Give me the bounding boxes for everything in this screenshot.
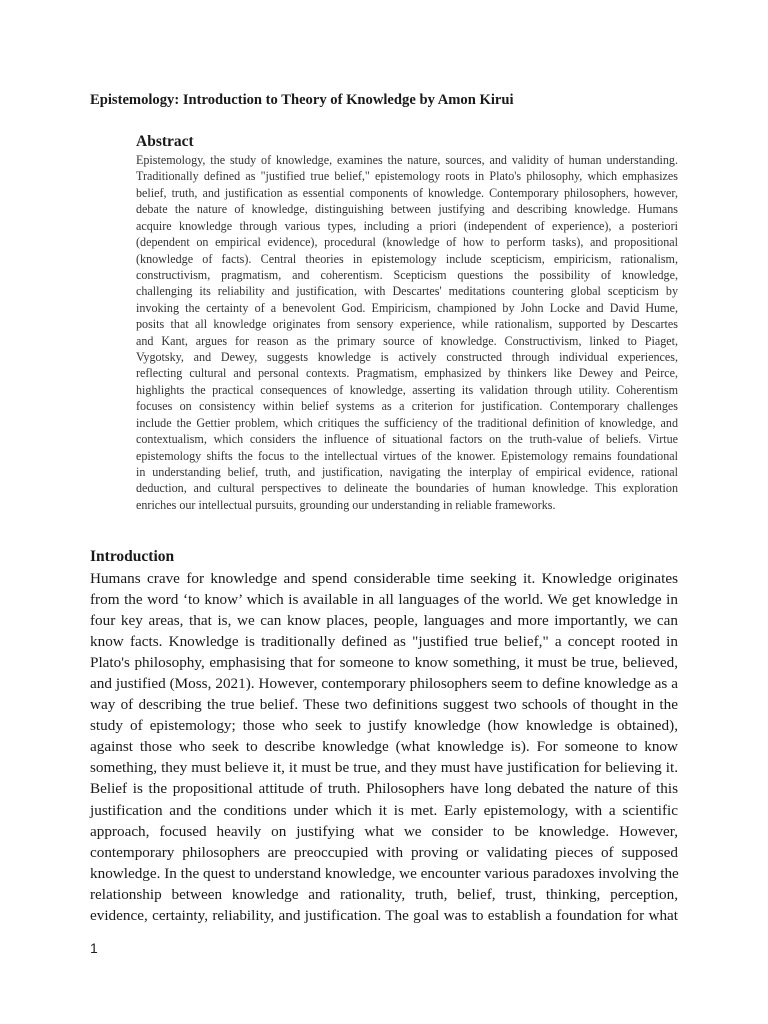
text-line: Humans crave for knowledge and spend considerable time seeking it. Knowledge originates (90, 570, 678, 587)
text-line: know facts. Knowledge is traditionally defined as "justified true belief," a concept rooted in (90, 633, 678, 651)
text-line: contemporary philosophers are preoccupied with proving or validating pieces of supposed (90, 843, 678, 861)
text-line: study of epistemology; those who seek to justify knowledge (how knowledge is obtained), (90, 717, 678, 735)
text-line: justification and the conditions under which it is met. Early epistemology, with a scientific (90, 801, 678, 819)
text-line: knowledge. In the quest to understand knowledge, we encounter various paradoxes involving the (90, 864, 679, 882)
text-line: evidence, certainty, reliability, and justification. The goal was to establish a foundation for what (90, 906, 678, 924)
text-line: relationship between knowledge and rationality, truth, belief, trust, thinking, perception, (90, 885, 678, 903)
text-line: focuses on consistency within belief systems as a criterion for justification. Contemporary challenges (136, 399, 678, 414)
abstract-body (136, 152, 678, 513)
text-line: debate the nature of knowledge, distinguishing between justifying and describing knowledge. Humans (136, 202, 678, 217)
text-line: Plato's philosophy, emphasising that for someone to know something, it must be true, believed, (90, 654, 678, 672)
page-number: 1 (90, 940, 98, 956)
text-line: way of describing the true belief. These two definitions suggest two schools of thought in the (90, 696, 678, 714)
text-line: against those who seek to describe knowledge (what knowledge is). For someone to know (90, 738, 678, 756)
text-line: reflecting cultural and personal contexts. Pragmatism, emphasized by thinkers like Dewey and Peirce, (136, 366, 678, 381)
text-line: highlights the practical consequences of knowledge, asserting its validation through utility. Coherentism (136, 382, 678, 397)
text-line: and Kant, argues for reason as the primary source of knowledge. Constructivism, linked to Piaget, (136, 333, 678, 348)
text-line: acquire knowledge through various types, including a priori (independent of experience), a posteriori (136, 218, 678, 233)
text-line: something, they must believe it, it must be true, and they must have justification for believing it. (90, 759, 678, 777)
text-line: include the Gettier problem, which critiques the sufficiency of the traditional definition of knowledge, and (136, 415, 678, 430)
text-line: Traditionally defined as "justified true belief," epistemology roots in Plato's philosophy, which emphasizes (136, 169, 678, 184)
text-line: epistemology shifts the focus to the intellectual virtues of the knower. Epistemology remains foundational (136, 448, 678, 463)
text-line: in understanding belief, truth, and justification, navigating the interplay of empirical evidence, rational (136, 465, 678, 480)
text-line: (knowledge of facts). Central theories in epistemology include scepticism, empiricism, rationalism, (136, 251, 678, 266)
text-line: (dependent on empirical evidence), procedural (knowledge of how to perform tasks), and propositional (136, 235, 678, 250)
text-line: Vygotsky, and Dewey, suggests knowledge is actively constructed through individual experiences, (136, 350, 678, 365)
text-line: deduction, and cultural perspectives to delineate the boundaries of human knowledge. This exploration (136, 481, 678, 496)
text-line: from the word ‘to know’ which is available in all languages of the world. We get knowledge in (90, 591, 678, 609)
text-line: constructivism, pragmatism, and coherentism. Scepticism questions the possibility of knowledge, (136, 267, 678, 282)
text-line: approach, focused heavily on justifying what we consider to be knowledge. However, (90, 822, 678, 840)
text-line: Belief is the propositional attitude of truth. Philosophers have long debated the nature of this (90, 780, 678, 798)
document-title: Epistemology: Introduction to Theory of Knowledge by Amon Kirui (90, 92, 514, 108)
abstract-heading: Abstract (136, 133, 194, 150)
text-line: challenging its reliability and justification, with Descartes' meditations countering global scepticism by (136, 284, 678, 299)
text-line: four key areas, that is, we can know places, people, languages and more importantly, we can (90, 612, 678, 630)
text-line: Epistemology, the study of knowledge, examines the nature, sources, and validity of human understanding. (136, 153, 678, 167)
introduction-body (90, 568, 678, 926)
text-line: and justified (Moss, 2021). However, contemporary philosophers seem to define knowledge as a (90, 675, 678, 693)
introduction-heading: Introduction (90, 548, 175, 565)
text-line: posits that all knowledge originates from sensory experience, while rationalism, supported by Descartes (136, 317, 678, 332)
text-line: invoking the certainty of a benevolent God. Empiricism, championed by John Locke and David Hume, (136, 300, 678, 315)
text-line: contextualism, which considers the influence of situational factors on the truth-value of beliefs. Virtue (136, 432, 678, 447)
text-line: belief, truth, and justification as essential components of knowledge. Contemporary philosophers, however, (136, 185, 678, 200)
text-line: enriches our intellectual pursuits, grounding our understanding in reliable frameworks. (136, 497, 556, 512)
